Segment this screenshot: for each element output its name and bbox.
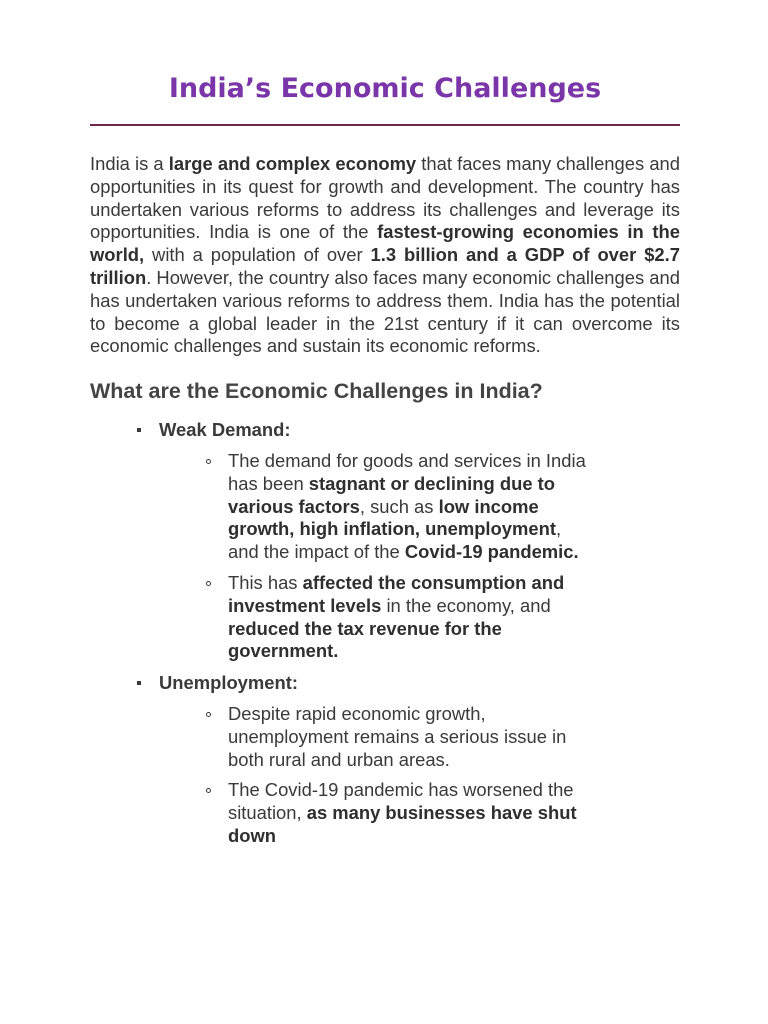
circle-bullet-icon [206,581,211,586]
challenge-item-unemployment [90,672,680,848]
square-bullet-icon [137,428,141,432]
intro-text: that faces many challenges and opportunities in its quest for growth and development. The country has undertaken various reforms to address its challenges and leverage its opportunities. India is one of the [90,153,680,243]
challenge-points [159,703,680,848]
challenge-label: Unemployment: [159,672,298,694]
point-bold-text: low income growth, high inflation, unemployment [228,495,556,540]
intro-text: India is a [90,153,169,174]
intro-bold-text: 1.3 billion and a GDP of over $2.7 trillion [90,244,680,288]
challenge-point [159,450,591,564]
intro-paragraph [90,153,680,358]
challenge-point [159,779,591,847]
point-bold-text: affected the consumption and investment levels [228,571,565,616]
intro-text: . However, the country also faces many economic challenges and has undertaken various reforms to address them. India has the potential to become a global leader in the 21st century if it can overcome its economic challenges and sustain its economic reforms. [90,266,680,357]
square-bullet-icon [137,681,141,685]
challenge-item-weak-demand [90,419,680,663]
point-text: The Covid-19 pandemic has worsened the situation, [228,779,574,824]
section-heading: What are the Economic Challenges in India? [90,379,543,404]
point-text: in the economy, and [381,594,551,616]
point-bold-text: stagnant or declining due to various factors [228,472,556,517]
circle-bullet-icon [206,788,211,793]
intro-bold-text: fastest-growing economies in the world, [90,221,680,266]
point-bold-text: as many businesses have shut down [228,802,577,846]
point-text: , and the impact of the [228,518,562,563]
point-bold-text: Covid-19 pandemic. [404,541,579,563]
challenge-point [159,703,591,771]
point-text: , such as [359,495,439,517]
challenge-point [159,572,591,663]
challenges-list [90,419,680,848]
circle-bullet-icon [206,712,211,717]
title-divider [90,124,680,126]
point-text: This has [228,571,303,593]
point-bold-text: reduced the tax revenue for the government. [228,617,502,662]
intro-text: with a population of over [144,244,371,266]
circle-bullet-icon [206,459,211,464]
document-page [90,0,680,1024]
document-title: India’s Economic Challenges [168,73,602,104]
point-text: The demand for goods and services in India has been [228,449,586,494]
point-text: Despite rapid economic growth, unemployment remains a serious issue in both rural and urban areas. [228,702,567,770]
challenge-points [159,450,680,663]
challenge-label: Weak Demand: [159,419,291,441]
intro-bold-text: large and complex economy [168,153,417,174]
